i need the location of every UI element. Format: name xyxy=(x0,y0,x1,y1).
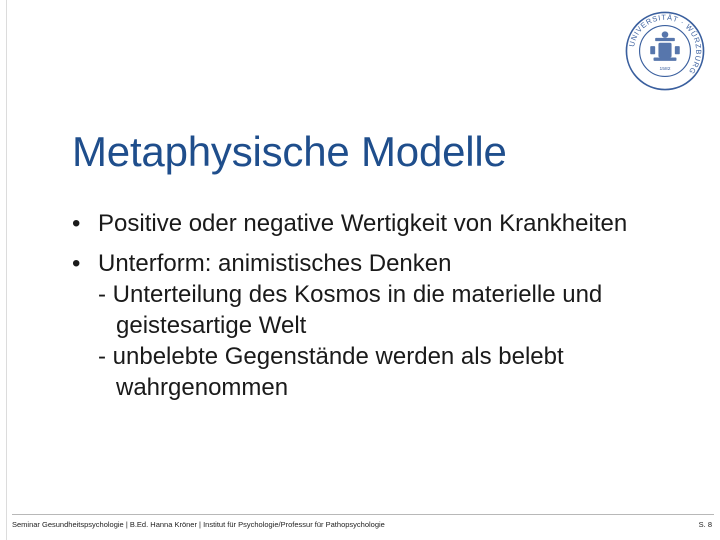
sub-point: - unbelebte Gegenstände werden als belebt wahrgenommen xyxy=(98,343,564,401)
bullet-text: Unterform: animistisches Denken xyxy=(98,250,452,277)
bullet-text: Positive oder negative Wertigkeit von Krankheiten xyxy=(98,210,628,237)
bullet-marker: • xyxy=(72,250,81,277)
seal-text: UNIVERSITÄT · WÜRZBURG xyxy=(627,12,704,77)
left-border-line xyxy=(6,0,7,540)
slide-title: Metaphysische Modelle xyxy=(72,128,507,175)
bullet-item xyxy=(72,208,672,239)
bullet-item xyxy=(72,248,672,279)
seal-year: 1582 xyxy=(659,66,671,72)
bullet-marker: • xyxy=(72,210,81,237)
page-number: S. 8 xyxy=(698,520,712,529)
footer-text: Seminar Gesundheitspsychologie | B.Ed. Hanna Kröner | Institut für Psychologie/Professur für Pathopsychologie xyxy=(12,520,385,529)
sub-point: - Unterteilung des Kosmos in die materielle und geistesartige Welt xyxy=(98,281,603,339)
university-seal-icon xyxy=(624,10,706,92)
footer-divider xyxy=(12,514,714,515)
slide-content xyxy=(72,208,672,403)
